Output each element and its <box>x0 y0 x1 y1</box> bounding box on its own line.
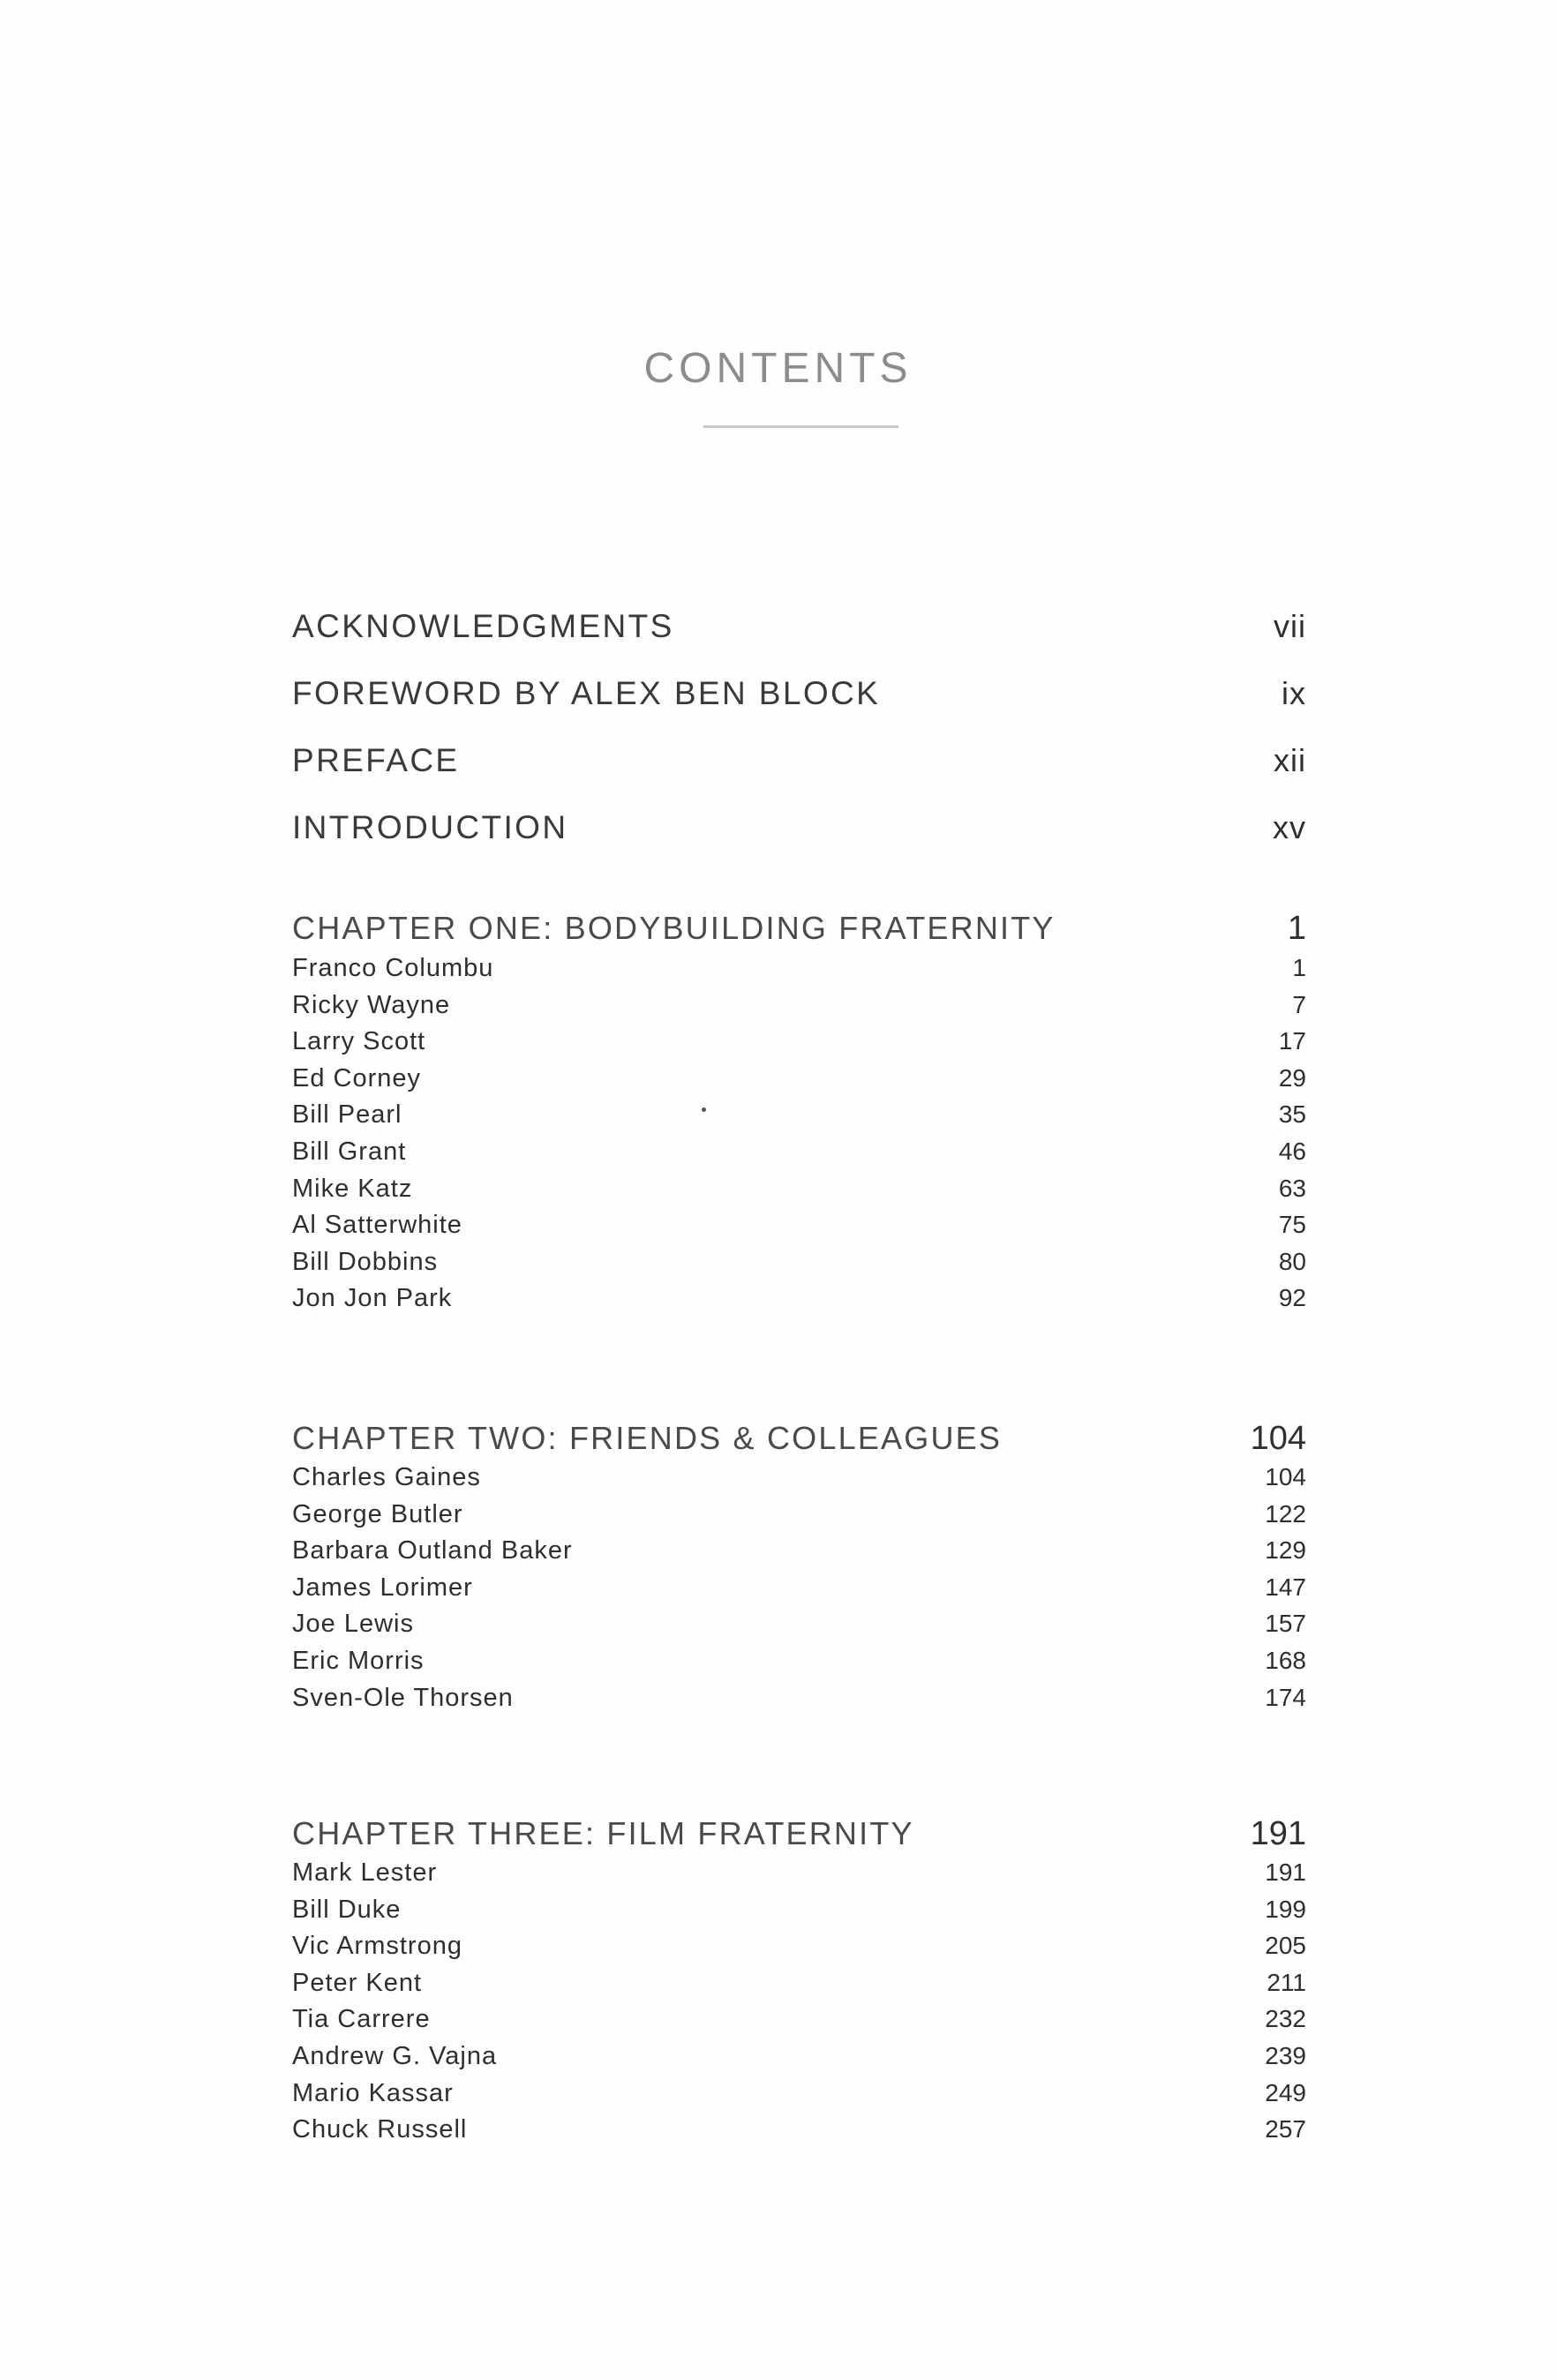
chapter-page: 1 <box>1287 910 1306 947</box>
toc-item-page: ix <box>1282 675 1306 711</box>
entry-label: Sven-Ole Thorsen <box>292 1683 514 1712</box>
entry-label: Bill Grant <box>292 1137 407 1166</box>
entry-label: Jon Jon Park <box>292 1284 453 1313</box>
entry-label: Ed Corney <box>292 1063 422 1092</box>
entry-page: 129 <box>1265 1536 1306 1565</box>
toc-entry[interactable] <box>292 1498 1306 1530</box>
chapter-title: CHAPTER TWO: FRIENDS & COLLEAGUES <box>292 1420 1003 1456</box>
entry-page: 122 <box>1265 1499 1306 1528</box>
entry-page: 7 <box>1292 990 1306 1018</box>
toc-chapter-heading[interactable] <box>292 1815 1306 1852</box>
entry-page: 104 <box>1265 1463 1306 1490</box>
toc-entry[interactable] <box>292 1608 1306 1640</box>
entry-page: 157 <box>1265 1610 1306 1638</box>
entry-label: Al Satterwhite <box>292 1211 462 1240</box>
entry-label: James Lorimer <box>292 1573 473 1602</box>
toc-entry[interactable] <box>292 2003 1306 2035</box>
entry-page: 35 <box>1278 1100 1306 1129</box>
entry-page: 168 <box>1265 1647 1306 1674</box>
toc-entry[interactable] <box>292 1857 1306 1888</box>
toc-entry[interactable] <box>292 1682 1306 1714</box>
entry-page: 29 <box>1278 1063 1306 1092</box>
toc-front-matter-item[interactable] <box>292 808 1306 847</box>
chapter-page: 104 <box>1250 1420 1306 1457</box>
toc-item-page: xv <box>1273 809 1306 845</box>
toc-entry[interactable] <box>292 1535 1306 1566</box>
entry-label: Bill Dobbins <box>292 1247 439 1276</box>
entry-label: Vic Armstrong <box>292 1932 462 1961</box>
page-title: CONTENTS <box>643 345 913 392</box>
entry-page: 80 <box>1278 1247 1306 1275</box>
toc-entry[interactable] <box>292 1099 1306 1130</box>
entry-page: 199 <box>1265 1895 1306 1923</box>
toc-entry[interactable] <box>292 1025 1306 1057</box>
toc-entry[interactable] <box>292 1136 1306 1167</box>
toc-item-label: FOREWORD BY ALEX BEN BLOCK <box>292 675 881 711</box>
toc-entry[interactable] <box>292 2040 1306 2072</box>
entry-page: 239 <box>1265 2042 1306 2069</box>
entry-label: Tia Carrere <box>292 2005 431 2034</box>
entry-page: 174 <box>1265 1683 1306 1711</box>
toc-entry[interactable] <box>292 1930 1306 1962</box>
toc-item-label: PREFACE <box>292 742 460 778</box>
toc-item-page: vii <box>1274 608 1306 644</box>
entry-label: George Butler <box>292 1499 463 1528</box>
entry-page: 191 <box>1265 1858 1306 1886</box>
toc-entry[interactable] <box>292 989 1306 1021</box>
toc-front-matter-item[interactable] <box>292 741 1306 780</box>
chapter-page: 191 <box>1250 1815 1306 1852</box>
toc-entry[interactable] <box>292 1246 1306 1278</box>
entry-label: Andrew G. Vajna <box>292 2042 498 2070</box>
entry-label: Mark Lester <box>292 1858 438 1887</box>
entry-label: Ricky Wayne <box>292 990 451 1019</box>
entry-page: 92 <box>1278 1284 1306 1312</box>
toc-item-label: INTRODUCTION <box>292 809 568 845</box>
toc-entry[interactable] <box>292 1209 1306 1241</box>
toc-entry[interactable] <box>292 952 1306 984</box>
toc-chapter-heading[interactable] <box>292 910 1306 947</box>
toc-item-page: xii <box>1274 742 1306 778</box>
toc-entry[interactable] <box>292 1572 1306 1603</box>
entry-page: 205 <box>1265 1932 1306 1960</box>
entry-label: Franco Columbu <box>292 954 494 982</box>
entry-label: Barbara Outland Baker <box>292 1536 573 1565</box>
toc-entry[interactable] <box>292 1173 1306 1205</box>
entry-page: 75 <box>1278 1211 1306 1239</box>
entry-page: 17 <box>1278 1027 1306 1055</box>
entry-label: Bill Pearl <box>292 1100 402 1130</box>
title-underline-divider <box>703 425 898 428</box>
entry-label: Chuck Russell <box>292 2115 468 2144</box>
toc-entry[interactable] <box>292 1645 1306 1677</box>
entry-label: Mario Kassar <box>292 2078 454 2107</box>
entry-page: 147 <box>1265 1573 1306 1601</box>
toc-front-matter-item[interactable] <box>292 607 1306 646</box>
entry-page: 1 <box>1292 954 1306 981</box>
entry-label: Bill Duke <box>292 1895 402 1924</box>
entry-label: Larry Scott <box>292 1027 426 1056</box>
entry-page: 249 <box>1265 2078 1306 2106</box>
toc-entry[interactable] <box>292 1282 1306 1314</box>
entry-page: 46 <box>1278 1137 1306 1165</box>
toc-entry[interactable] <box>292 1461 1306 1493</box>
toc-chapter-heading[interactable] <box>292 1420 1306 1457</box>
entry-label: Mike Katz <box>292 1174 413 1203</box>
toc-entry[interactable] <box>292 1967 1306 1999</box>
entry-label: Charles Gaines <box>292 1463 481 1491</box>
entry-label: Eric Morris <box>292 1647 425 1675</box>
toc-item-label: ACKNOWLEDGMENTS <box>292 608 674 644</box>
toc-entry[interactable] <box>292 1894 1306 1926</box>
toc-front-matter-item[interactable] <box>292 674 1306 713</box>
chapter-title: CHAPTER ONE: BODYBUILDING FRATERNITY <box>292 910 1056 946</box>
entry-label: Joe Lewis <box>292 1610 414 1639</box>
toc-entry[interactable] <box>292 2113 1306 2145</box>
chapter-title: CHAPTER THREE: FILM FRATERNITY <box>292 1815 914 1851</box>
entry-page: 211 <box>1267 1968 1306 1996</box>
entry-page: 63 <box>1278 1174 1306 1202</box>
toc-entry[interactable] <box>292 2077 1306 2109</box>
scan-speck-decoration <box>702 1107 706 1112</box>
entry-page: 232 <box>1265 2005 1306 2033</box>
entry-page: 257 <box>1265 2115 1306 2144</box>
entry-label: Peter Kent <box>292 1968 423 1997</box>
toc-entry[interactable] <box>292 1062 1306 1094</box>
